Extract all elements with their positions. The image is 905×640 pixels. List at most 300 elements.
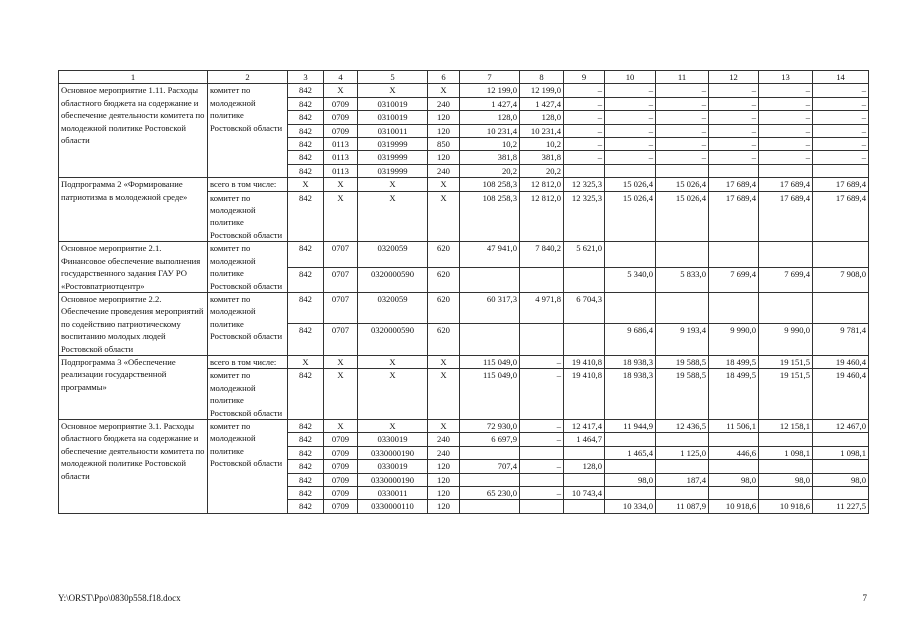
value-cell: 0310019 [358, 97, 428, 110]
value-cell: 0113 [324, 151, 358, 164]
value-cell: 0113 [324, 138, 358, 151]
value-cell: 12 199,0 [520, 84, 564, 97]
value-cell: 620 [428, 242, 460, 267]
value-cell: 15 026,4 [656, 191, 709, 242]
value-cell: – [656, 138, 709, 151]
header-cell: 14 [813, 71, 869, 84]
value-cell: 0330019 [358, 433, 428, 446]
table-row [59, 242, 869, 267]
value-cell: – [656, 151, 709, 164]
value-cell: – [759, 111, 813, 124]
executor-cell: всего в том числе: [208, 355, 288, 368]
value-cell: 17 689,4 [813, 191, 869, 242]
footer-file-path: Y:\ORST\Ppo\0830p558.f18.docx [58, 593, 181, 603]
value-cell: 842 [288, 419, 324, 432]
value-cell: – [709, 124, 759, 137]
value-cell: 707,4 [460, 460, 520, 473]
value-cell: 1 098,1 [813, 446, 869, 459]
value-cell: – [813, 111, 869, 124]
header-cell: 5 [358, 71, 428, 84]
value-cell: X [428, 84, 460, 97]
value-cell: 10,2 [520, 138, 564, 151]
value-cell: 17 689,4 [759, 178, 813, 191]
value-cell [656, 460, 709, 473]
value-cell: 98,0 [813, 473, 869, 486]
value-cell: 9 990,0 [709, 324, 759, 356]
value-cell: – [709, 111, 759, 124]
value-cell: – [709, 138, 759, 151]
value-cell: X [358, 84, 428, 97]
value-cell [605, 292, 656, 324]
value-cell [709, 242, 759, 267]
value-cell: 0330000190 [358, 446, 428, 459]
header-cell: 3 [288, 71, 324, 84]
value-cell [605, 460, 656, 473]
value-cell: – [520, 369, 564, 420]
value-cell: 850 [428, 138, 460, 151]
value-cell: 120 [428, 124, 460, 137]
value-cell: 11 944,9 [605, 419, 656, 432]
program-name-cell: Основное мероприятие 2.2. Обеспечение проведения мероприятий по содействию патриотическому воспитанию молодых людей Ростовской области [59, 292, 208, 355]
value-cell: 115 049,0 [460, 369, 520, 420]
value-cell: 0330019 [358, 460, 428, 473]
value-cell: 12 325,3 [564, 191, 605, 242]
table-row [59, 178, 869, 191]
value-cell [605, 242, 656, 267]
value-cell: 0320059 [358, 242, 428, 267]
value-cell [759, 292, 813, 324]
value-cell: 4 971,8 [520, 292, 564, 324]
value-cell: 5 833,0 [656, 267, 709, 292]
value-cell: 0707 [324, 267, 358, 292]
value-cell [709, 433, 759, 446]
value-cell [709, 460, 759, 473]
value-cell [656, 433, 709, 446]
value-cell [520, 473, 564, 486]
value-cell: 1 125,0 [656, 446, 709, 459]
value-cell: 842 [288, 138, 324, 151]
value-cell: 18 938,3 [605, 369, 656, 420]
value-cell [564, 500, 605, 513]
value-cell: 0709 [324, 111, 358, 124]
value-cell: 842 [288, 124, 324, 137]
value-cell: X [358, 355, 428, 368]
value-cell: 17 689,4 [709, 191, 759, 242]
header-cell: 12 [709, 71, 759, 84]
value-cell: 9 193,4 [656, 324, 709, 356]
value-cell: – [813, 97, 869, 110]
value-cell: – [709, 97, 759, 110]
header-cell: 4 [324, 71, 358, 84]
value-cell [813, 487, 869, 500]
value-cell: 19 151,5 [759, 355, 813, 368]
value-cell: X [358, 178, 428, 191]
table-row [59, 419, 869, 432]
value-cell: 842 [288, 473, 324, 486]
value-cell [813, 164, 869, 177]
program-name-cell: Основное мероприятие 3.1. Расходы областного бюджета на содержание и обеспечение деятельности комитета по молодежной политике Ростовской области [59, 419, 208, 513]
value-cell: 381,8 [460, 151, 520, 164]
value-cell: – [605, 151, 656, 164]
value-cell: X [324, 191, 358, 242]
executor-cell: комитет по молодежной политике Ростовской области [208, 419, 288, 513]
value-cell [709, 164, 759, 177]
value-cell [813, 292, 869, 324]
value-cell: X [288, 355, 324, 368]
value-cell: 10,2 [460, 138, 520, 151]
value-cell: X [324, 178, 358, 191]
value-cell: X [324, 369, 358, 420]
value-cell: 128,0 [520, 111, 564, 124]
value-cell: 381,8 [520, 151, 564, 164]
value-cell: 98,0 [709, 473, 759, 486]
header-cell: 10 [605, 71, 656, 84]
value-cell [564, 446, 605, 459]
value-cell: 20,2 [520, 164, 564, 177]
value-cell: 0320000590 [358, 324, 428, 356]
value-cell: 47 941,0 [460, 242, 520, 267]
value-cell: 18 938,3 [605, 355, 656, 368]
value-cell: 620 [428, 292, 460, 324]
value-cell: 187,4 [656, 473, 709, 486]
value-cell: 620 [428, 267, 460, 292]
value-cell: 128,0 [564, 460, 605, 473]
value-cell: X [358, 419, 428, 432]
value-cell: 1 464,7 [564, 433, 605, 446]
value-cell: 120 [428, 473, 460, 486]
program-name-cell: Основное мероприятие 1.11. Расходы областного бюджета на содержание и обеспечение деятельности комитета по молодежной политике Ростовской области [59, 84, 208, 178]
value-cell: 120 [428, 487, 460, 500]
table-row [59, 84, 869, 97]
value-cell [656, 292, 709, 324]
value-cell: X [428, 191, 460, 242]
value-cell: 10 743,4 [564, 487, 605, 500]
program-name-cell: Подпрограмма 3 «Обеспечение реализации государственной программы» [59, 355, 208, 419]
value-cell [759, 433, 813, 446]
value-cell: X [358, 191, 428, 242]
value-cell: 842 [288, 460, 324, 473]
value-cell: 10 918,6 [709, 500, 759, 513]
value-cell: – [813, 124, 869, 137]
value-cell: 5 340,0 [605, 267, 656, 292]
value-cell: 17 689,4 [759, 191, 813, 242]
value-cell [564, 324, 605, 356]
value-cell [605, 164, 656, 177]
value-cell: – [605, 138, 656, 151]
value-cell: 842 [288, 151, 324, 164]
value-cell: X [358, 369, 428, 420]
value-cell: X [428, 355, 460, 368]
value-cell: 10 334,0 [605, 500, 656, 513]
value-cell: – [656, 124, 709, 137]
value-cell: – [520, 355, 564, 368]
program-name-cell: Основное мероприятие 2.1. Финансовое обеспечение выполнения государственного задания ГАУ РО «Ростовпатриотцентр» [59, 242, 208, 293]
value-cell: – [813, 84, 869, 97]
value-cell [813, 433, 869, 446]
value-cell: 0310011 [358, 124, 428, 137]
executor-cell: комитет по молодежной политике Ростовской области [208, 84, 288, 178]
value-cell: 1 465,4 [605, 446, 656, 459]
value-cell: 72 930,0 [460, 419, 520, 432]
value-cell: – [759, 138, 813, 151]
value-cell: 240 [428, 164, 460, 177]
value-cell: 0707 [324, 324, 358, 356]
value-cell: 0709 [324, 433, 358, 446]
value-cell: – [564, 124, 605, 137]
value-cell [709, 292, 759, 324]
value-cell: 98,0 [759, 473, 813, 486]
value-cell: 9 781,4 [813, 324, 869, 356]
value-cell: 0319999 [358, 138, 428, 151]
header-cell: 7 [460, 71, 520, 84]
value-cell: – [605, 124, 656, 137]
executor-cell: всего в том числе: [208, 178, 288, 191]
value-cell: 6 704,3 [564, 292, 605, 324]
value-cell: 0319999 [358, 164, 428, 177]
value-cell: X [428, 419, 460, 432]
value-cell: 842 [288, 267, 324, 292]
value-cell: 0709 [324, 124, 358, 137]
header-cell: 8 [520, 71, 564, 84]
value-cell: 1 427,4 [460, 97, 520, 110]
value-cell: X [288, 178, 324, 191]
value-cell [656, 164, 709, 177]
value-cell: X [324, 84, 358, 97]
header-cell: 6 [428, 71, 460, 84]
value-cell: 65 230,0 [460, 487, 520, 500]
value-cell: – [813, 138, 869, 151]
value-cell: 15 026,4 [605, 191, 656, 242]
value-cell: 7 840,2 [520, 242, 564, 267]
value-cell: 842 [288, 324, 324, 356]
value-cell: 240 [428, 433, 460, 446]
value-cell: 10 231,4 [520, 124, 564, 137]
value-cell [564, 473, 605, 486]
value-cell: 20,2 [460, 164, 520, 177]
value-cell: 19 410,8 [564, 369, 605, 420]
value-cell: 115 049,0 [460, 355, 520, 368]
value-cell: 240 [428, 97, 460, 110]
value-cell: 18 499,5 [709, 369, 759, 420]
value-cell: 7 699,4 [759, 267, 813, 292]
value-cell: 17 689,4 [709, 178, 759, 191]
value-cell: 60 317,3 [460, 292, 520, 324]
header-cell: 2 [208, 71, 288, 84]
value-cell: 19 460,4 [813, 369, 869, 420]
value-cell: – [759, 84, 813, 97]
value-cell: 842 [288, 97, 324, 110]
value-cell: 0707 [324, 292, 358, 324]
value-cell: 842 [288, 433, 324, 446]
value-cell: X [324, 419, 358, 432]
value-cell: – [759, 97, 813, 110]
value-cell: 11 227,5 [813, 500, 869, 513]
value-cell: 0707 [324, 242, 358, 267]
value-cell [759, 164, 813, 177]
value-cell: 240 [428, 446, 460, 459]
executor-cell: комитет по молодежной политике Ростовской области [208, 292, 288, 355]
executor-cell: комитет по молодежной политике Ростовской области [208, 369, 288, 420]
value-cell: 0709 [324, 460, 358, 473]
value-cell: 0330000190 [358, 473, 428, 486]
value-cell: – [520, 419, 564, 432]
value-cell: 128,0 [460, 111, 520, 124]
value-cell [759, 487, 813, 500]
value-cell: – [520, 460, 564, 473]
value-cell: 5 621,0 [564, 242, 605, 267]
value-cell: – [520, 487, 564, 500]
value-cell: – [605, 97, 656, 110]
value-cell: 12 812,0 [520, 178, 564, 191]
value-cell [813, 460, 869, 473]
value-cell [813, 242, 869, 267]
value-cell: 15 026,4 [605, 178, 656, 191]
value-cell: 1 427,4 [520, 97, 564, 110]
value-cell [759, 460, 813, 473]
value-cell: 12 417,4 [564, 419, 605, 432]
value-cell [605, 487, 656, 500]
value-cell: 0709 [324, 97, 358, 110]
value-cell [709, 487, 759, 500]
value-cell: 0320000590 [358, 267, 428, 292]
value-cell: 98,0 [605, 473, 656, 486]
value-cell: 842 [288, 500, 324, 513]
value-cell: 108 258,3 [460, 178, 520, 191]
value-cell: 7 699,4 [709, 267, 759, 292]
value-cell: X [428, 369, 460, 420]
value-cell: 9 686,4 [605, 324, 656, 356]
value-cell: 12 158,1 [759, 419, 813, 432]
value-cell: – [656, 97, 709, 110]
value-cell [460, 324, 520, 356]
value-cell: 0709 [324, 487, 358, 500]
table-row [59, 292, 869, 324]
program-name-cell: Подпрограмма 2 «Формирование патриотизма в молодежной среде» [59, 178, 208, 242]
value-cell: 0319999 [358, 151, 428, 164]
executor-cell: комитет по молодежной политике Ростовской области [208, 242, 288, 293]
value-cell: 842 [288, 242, 324, 267]
value-cell [460, 446, 520, 459]
value-cell [520, 446, 564, 459]
value-cell: – [709, 84, 759, 97]
value-cell: 0330011 [358, 487, 428, 500]
value-cell [564, 164, 605, 177]
value-cell: – [709, 151, 759, 164]
value-cell [460, 473, 520, 486]
value-cell: – [605, 111, 656, 124]
value-cell [460, 267, 520, 292]
value-cell [564, 267, 605, 292]
value-cell: 120 [428, 111, 460, 124]
value-cell: 842 [288, 191, 324, 242]
header-cell: 13 [759, 71, 813, 84]
value-cell: 15 026,4 [656, 178, 709, 191]
value-cell: 12 325,3 [564, 178, 605, 191]
value-cell: 12 467,0 [813, 419, 869, 432]
value-cell: 0320059 [358, 292, 428, 324]
value-cell: – [759, 124, 813, 137]
value-cell: – [564, 151, 605, 164]
table-row [59, 355, 869, 368]
executor-cell: комитет по молодежной политике Ростовской области [208, 191, 288, 242]
value-cell: 11 087,9 [656, 500, 709, 513]
value-cell: 620 [428, 324, 460, 356]
value-cell [656, 242, 709, 267]
value-cell: – [564, 97, 605, 110]
value-cell [605, 433, 656, 446]
value-cell: – [605, 84, 656, 97]
value-cell: 842 [288, 84, 324, 97]
value-cell: 0330000110 [358, 500, 428, 513]
value-cell: 842 [288, 164, 324, 177]
value-cell: 10 918,6 [759, 500, 813, 513]
value-cell [656, 487, 709, 500]
value-cell: 19 588,5 [656, 355, 709, 368]
page-number: 7 [862, 593, 867, 603]
value-cell [759, 242, 813, 267]
value-cell: – [564, 111, 605, 124]
value-cell: 120 [428, 151, 460, 164]
value-cell: 0709 [324, 500, 358, 513]
header-cell: 11 [656, 71, 709, 84]
value-cell: – [656, 111, 709, 124]
value-cell: 842 [288, 369, 324, 420]
header-row [59, 71, 869, 84]
value-cell: 12 436,5 [656, 419, 709, 432]
value-cell: 19 151,5 [759, 369, 813, 420]
value-cell: 17 689,4 [813, 178, 869, 191]
value-cell: 842 [288, 292, 324, 324]
value-cell: – [656, 84, 709, 97]
value-cell: 1 098,1 [759, 446, 813, 459]
header-cell: 9 [564, 71, 605, 84]
value-cell: 18 499,5 [709, 355, 759, 368]
value-cell: 7 908,0 [813, 267, 869, 292]
value-cell: – [564, 138, 605, 151]
value-cell: 842 [288, 446, 324, 459]
value-cell: – [520, 433, 564, 446]
value-cell [520, 324, 564, 356]
value-cell: 446,6 [709, 446, 759, 459]
value-cell: 0709 [324, 446, 358, 459]
value-cell: 11 506,1 [709, 419, 759, 432]
value-cell: 842 [288, 111, 324, 124]
value-cell: – [564, 84, 605, 97]
value-cell [520, 500, 564, 513]
value-cell: 19 460,4 [813, 355, 869, 368]
value-cell: 0113 [324, 164, 358, 177]
budget-table [58, 70, 869, 514]
value-cell: 120 [428, 500, 460, 513]
value-cell: 19 410,8 [564, 355, 605, 368]
value-cell: 19 588,5 [656, 369, 709, 420]
value-cell: – [759, 151, 813, 164]
value-cell: 0310019 [358, 111, 428, 124]
value-cell: 108 258,3 [460, 191, 520, 242]
value-cell: 120 [428, 460, 460, 473]
value-cell: 6 697,9 [460, 433, 520, 446]
value-cell: 10 231,4 [460, 124, 520, 137]
value-cell: 842 [288, 487, 324, 500]
value-cell: 9 990,0 [759, 324, 813, 356]
value-cell [460, 500, 520, 513]
value-cell: X [428, 178, 460, 191]
value-cell: – [813, 151, 869, 164]
value-cell: 12 199,0 [460, 84, 520, 97]
value-cell [520, 267, 564, 292]
value-cell: 12 812,0 [520, 191, 564, 242]
value-cell: 0709 [324, 473, 358, 486]
